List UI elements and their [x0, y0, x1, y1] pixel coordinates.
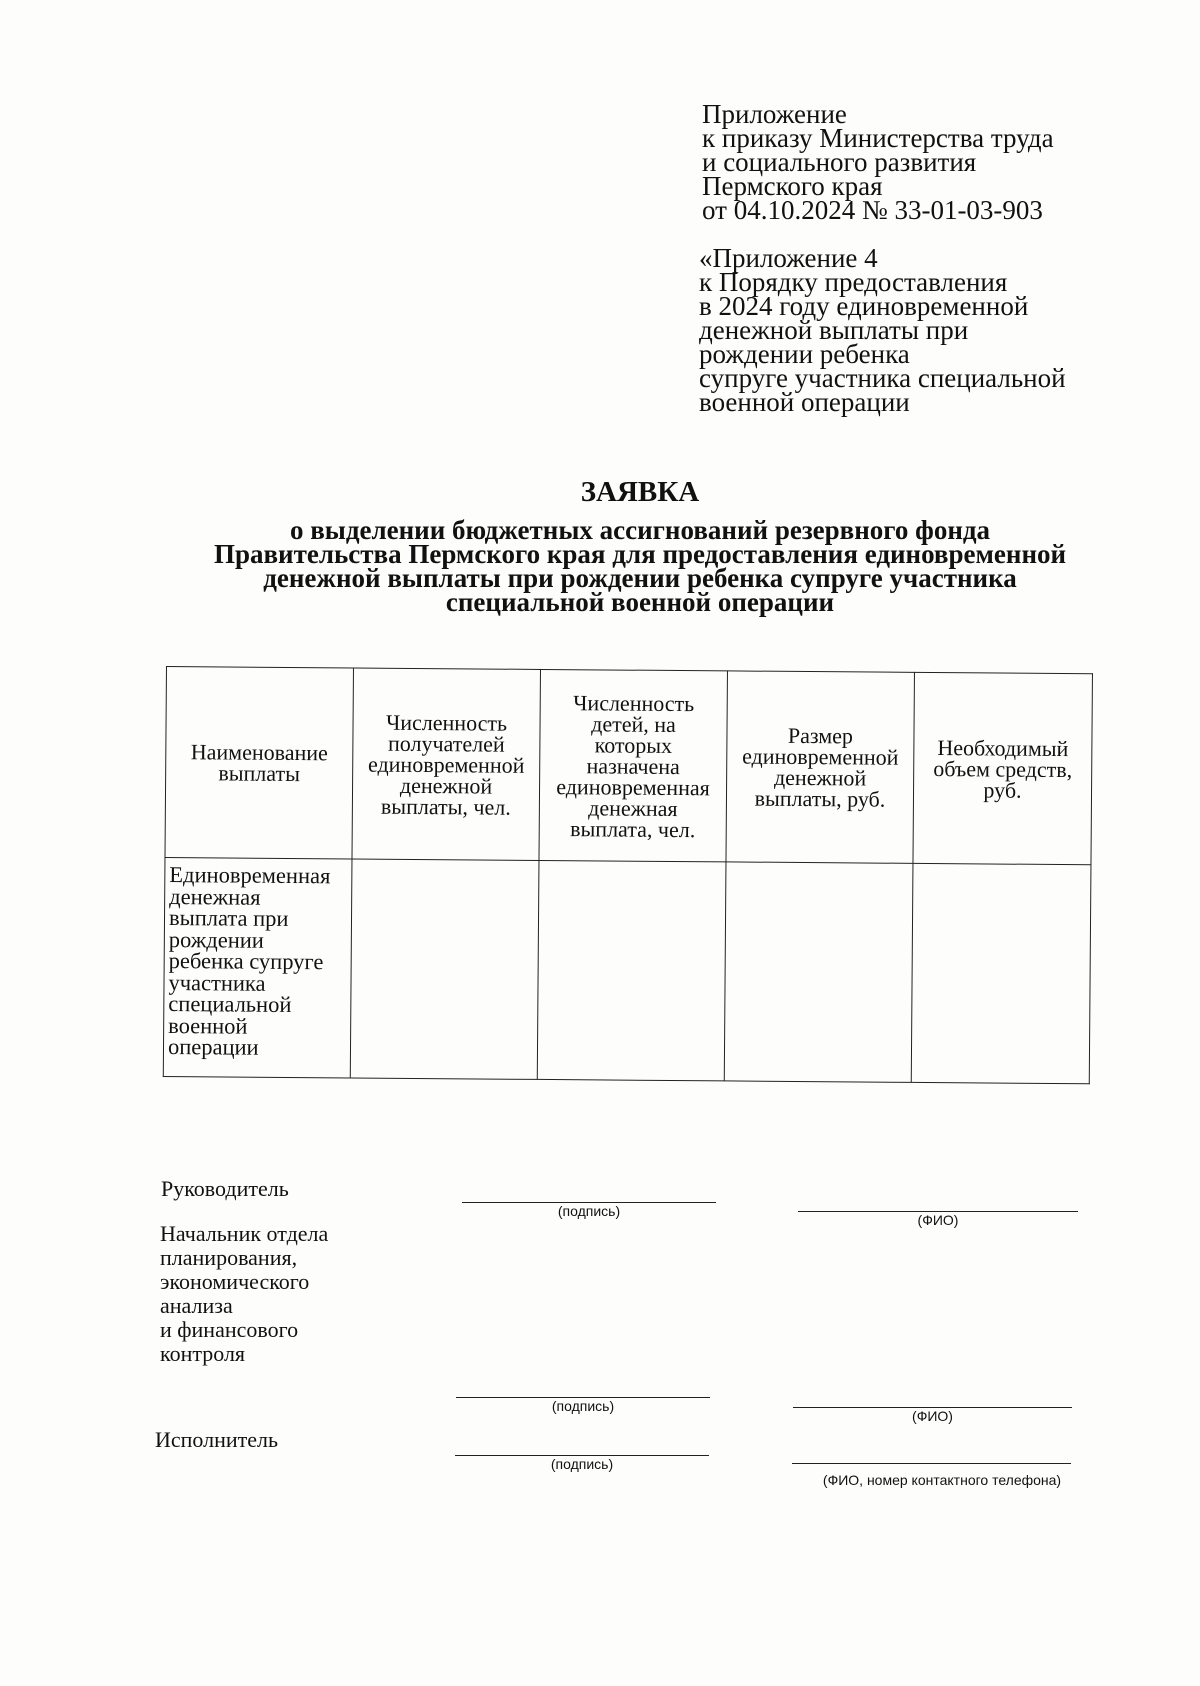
- approval-line: и социального развития: [702, 147, 977, 177]
- annex-line: к Порядку предоставления: [699, 267, 1008, 297]
- finance-name-caption: (ФИО): [912, 1408, 953, 1424]
- subtitle-line: специальной военной операции: [445, 587, 835, 617]
- column-header-payment-amount: Размер единовременной денежной выплаты, руб.: [726, 671, 914, 863]
- table-row: [163, 857, 1091, 1083]
- subtitle-line: о выделении бюджетных ассигнований резервного фонда: [289, 515, 991, 545]
- annex-line: «Приложение 4: [699, 243, 878, 273]
- annex-line: в 2024 году единовременной: [699, 291, 1029, 321]
- approval-line: к приказу Министерства труда: [702, 123, 1054, 153]
- executor-label: Исполнитель: [155, 1427, 279, 1452]
- annex-line: военной операции: [699, 387, 910, 417]
- column-header-children: Численность детей, на которых назначена единовременная денежная выплата, чел.: [539, 669, 727, 861]
- approval-line: от 04.10.2024 № 33-01-03-903: [702, 195, 1043, 225]
- cell-payment-amount[interactable]: [724, 862, 913, 1082]
- annex-reference: [699, 243, 1099, 417]
- finance-signature-caption: (подпись): [551, 1398, 615, 1414]
- subtitle-line: Правительства Пермского края для предоставления единовременной: [213, 539, 1067, 569]
- cell-payment-name: Единовременная денежная выплата при рождении ребенка супруге участника специальной военной операции: [163, 857, 352, 1077]
- head-signature-caption: (подпись): [557, 1203, 621, 1219]
- approval-reference: [702, 99, 1102, 225]
- cell-required-funds[interactable]: [911, 863, 1091, 1083]
- approval-line: Приложение: [702, 99, 847, 129]
- executor-name-caption: (ФИО, номер контактного телефона): [822, 1472, 1062, 1488]
- head-name-caption: (ФИО): [917, 1212, 959, 1228]
- head-label: Руководитель: [161, 1176, 289, 1201]
- table-header-row: [165, 667, 1092, 865]
- column-header-recipients: Численность получателей единовременной денежной выплаты, чел.: [352, 668, 540, 860]
- approval-line: Пермского края: [702, 171, 883, 201]
- document-title: ЗАЯВКА: [580, 476, 700, 508]
- finance-head-label: Начальник отдела планирования, экономического анализа и финансового контроля: [160, 1221, 329, 1366]
- document-subtitle: [160, 515, 1120, 617]
- column-header-payment-name: Наименование выплаты: [165, 667, 353, 859]
- request-table: [163, 666, 1093, 1084]
- annex-line: рождении ребенка: [699, 339, 910, 369]
- executor-signature-caption: (подпись): [550, 1456, 614, 1472]
- annex-line: денежной выплаты при: [699, 315, 969, 345]
- cell-recipients[interactable]: [350, 859, 539, 1079]
- subtitle-line: денежной выплаты при рождении ребенка супруге участника: [263, 563, 1017, 593]
- annex-line: супруге участника специальной: [699, 363, 1066, 393]
- column-header-required-funds: Необходимый объем средств, руб.: [913, 672, 1092, 864]
- cell-children[interactable]: [537, 860, 726, 1080]
- executor-name-line[interactable]: [792, 1463, 1071, 1464]
